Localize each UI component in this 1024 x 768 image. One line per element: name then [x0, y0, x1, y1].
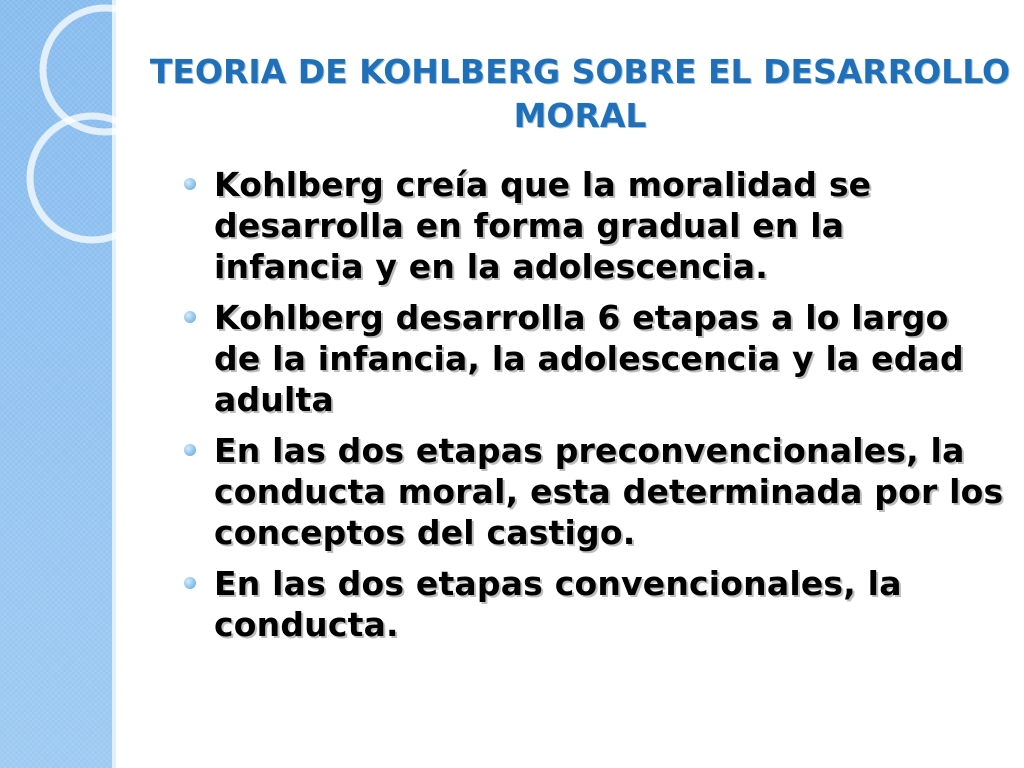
bullet-list [184, 164, 1004, 655]
bullet-item [184, 164, 1004, 287]
circle-bullet-icon [184, 178, 196, 190]
ring-bottom [30, 116, 154, 240]
bullet-item [184, 563, 1004, 645]
bullet-item [184, 430, 1004, 553]
bullet-text: Kohlberg creía que la moralidad se desarrolla en forma gradual en la infancia y en la adolescencia. [214, 165, 872, 286]
bullet-item [184, 297, 1004, 420]
bullet-text: Kohlberg desarrolla 6 etapas a lo largo de la infancia, la adolescencia y la edad adulta [214, 298, 964, 419]
circle-bullet-icon [184, 577, 196, 589]
circle-bullet-icon [184, 311, 196, 323]
bullet-text: En las dos etapas convencionales, la conducta. [214, 564, 902, 644]
circle-bullet-icon [184, 444, 196, 456]
slide-title: TEORIA DE KOHLBERG SOBRE EL DESARROLLO MORAL [149, 52, 1011, 135]
bullet-text: En las dos etapas preconvencionales, la conducta moral, esta determinada por los conceptos del castigo. [214, 431, 1004, 552]
